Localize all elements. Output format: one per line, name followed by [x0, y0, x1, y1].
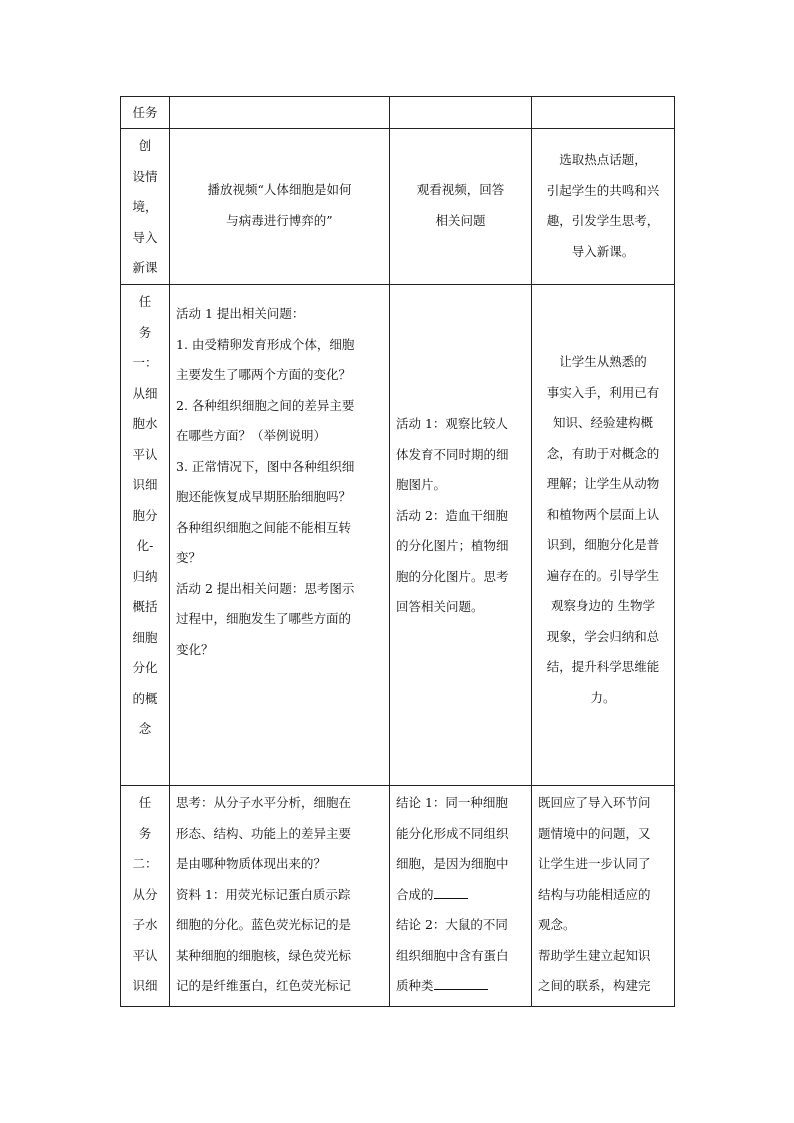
design-intent-cell — [532, 129, 675, 285]
header-task-cell — [121, 97, 170, 129]
conclusion-1-text: 结论 1：同一种细胞 能分化形成不同组织 细胞，是因为细胞中 合成的 — [396, 795, 509, 902]
header-empty-cell — [170, 97, 390, 129]
design-intent-intro: 选取热点话题， 引起学生的共鸣和兴 趣，引发学生思考， 导入新课。 — [546, 152, 660, 259]
teacher-activity-cell — [170, 129, 390, 285]
task-name-cell — [121, 285, 170, 786]
student-activity-task2 — [390, 786, 531, 1002]
table-row — [121, 786, 675, 1007]
teacher-activity-task2: 思考：从分子水平分析，细胞在 形态、结构、功能上的差异主要 是由哪种物质体现出来的？ 资料 1：用荧光标记蛋白质示踪 细胞的分化。蓝色荧光标记的是 某种细胞的细胞核，绿色荧光标 记的是纤维蛋白，红色荧光标记 — [176, 795, 352, 993]
header-empty-cell — [532, 97, 675, 129]
design-intent-cell — [532, 786, 675, 1007]
task-name-task1: 任 务 一： 从细 胞水 平认 识细 胞分 化- 归纳 概括 细胞 分化 的概 念 — [132, 294, 158, 736]
table-row — [121, 129, 675, 285]
task-name-cell — [121, 786, 170, 1007]
student-activity-intro: 观看视频，回答 相关问题 — [416, 182, 505, 228]
teacher-activity-intro: 播放视频“人体细胞是如何 与病毒进行博弈的” — [207, 182, 352, 228]
table-row — [121, 97, 675, 129]
conclusion-2-blank — [434, 975, 488, 990]
design-intent-task1: 让学生从熟悉的 事实入手，利用已有 知识、经验建构概 念，有助于对概念的 理解；让学生从动物 和植物两个层面上认 识到，细胞分化是普 遍存在的。引导学生 观察身边的 生物学 现象，学会归纳和总 结，提升科学思维能 力。 — [546, 354, 660, 705]
task-name-intro: 创 设情 境， 导入 新课 — [132, 138, 158, 275]
header-task-label: 任务 — [132, 105, 158, 120]
teacher-activity-task1: 活动 1 提出相关问题： 1. 由受精卵发育形成个体，细胞 主要发生了哪两个方面的变化？ 2. 各种组织细胞之间的差异主要 在哪些方面？（举例说明） 3. 正常情况下，图中各种组织细 胞还能恢复成早期胚胎细胞吗？ 各种组织细胞之间能不能相互转 变？ 活动 2 提出相关问题：思考图示 过程中，细胞发生了哪些方面的 变化？ — [176, 306, 355, 657]
student-activity-cell — [390, 129, 532, 285]
teacher-activity-cell — [170, 285, 390, 786]
table-row — [121, 285, 675, 786]
conclusion-1-blank — [434, 884, 468, 899]
lesson-plan-table — [120, 96, 675, 1007]
student-activity-cell — [390, 786, 532, 1007]
task-name-cell — [121, 129, 170, 285]
design-intent-cell — [532, 285, 675, 786]
task-name-task2: 任 务 二： 从分 子水 平认 识细 — [132, 795, 158, 993]
design-intent-task2: 既回应了导入环节问 题情境中的问题，又 让学生进一步认同了 结构与功能相适应的 观念。 帮助学生建立起知识 之间的联系，构建完 — [538, 795, 651, 993]
conclusion-2-text: 结论 2：大鼠的不同 组织细胞中含有蛋白 质种类 — [396, 917, 509, 993]
header-empty-cell — [390, 97, 532, 129]
student-activity-task1: 活动 1：观察比较人 体发育不同时期的细 胞图片。 活动 2：造血干细胞 的分化图片；植物细 胞的分化图片。思考 回答相关问题。 — [396, 416, 509, 614]
teacher-activity-cell — [170, 786, 390, 1007]
student-activity-cell — [390, 285, 532, 786]
